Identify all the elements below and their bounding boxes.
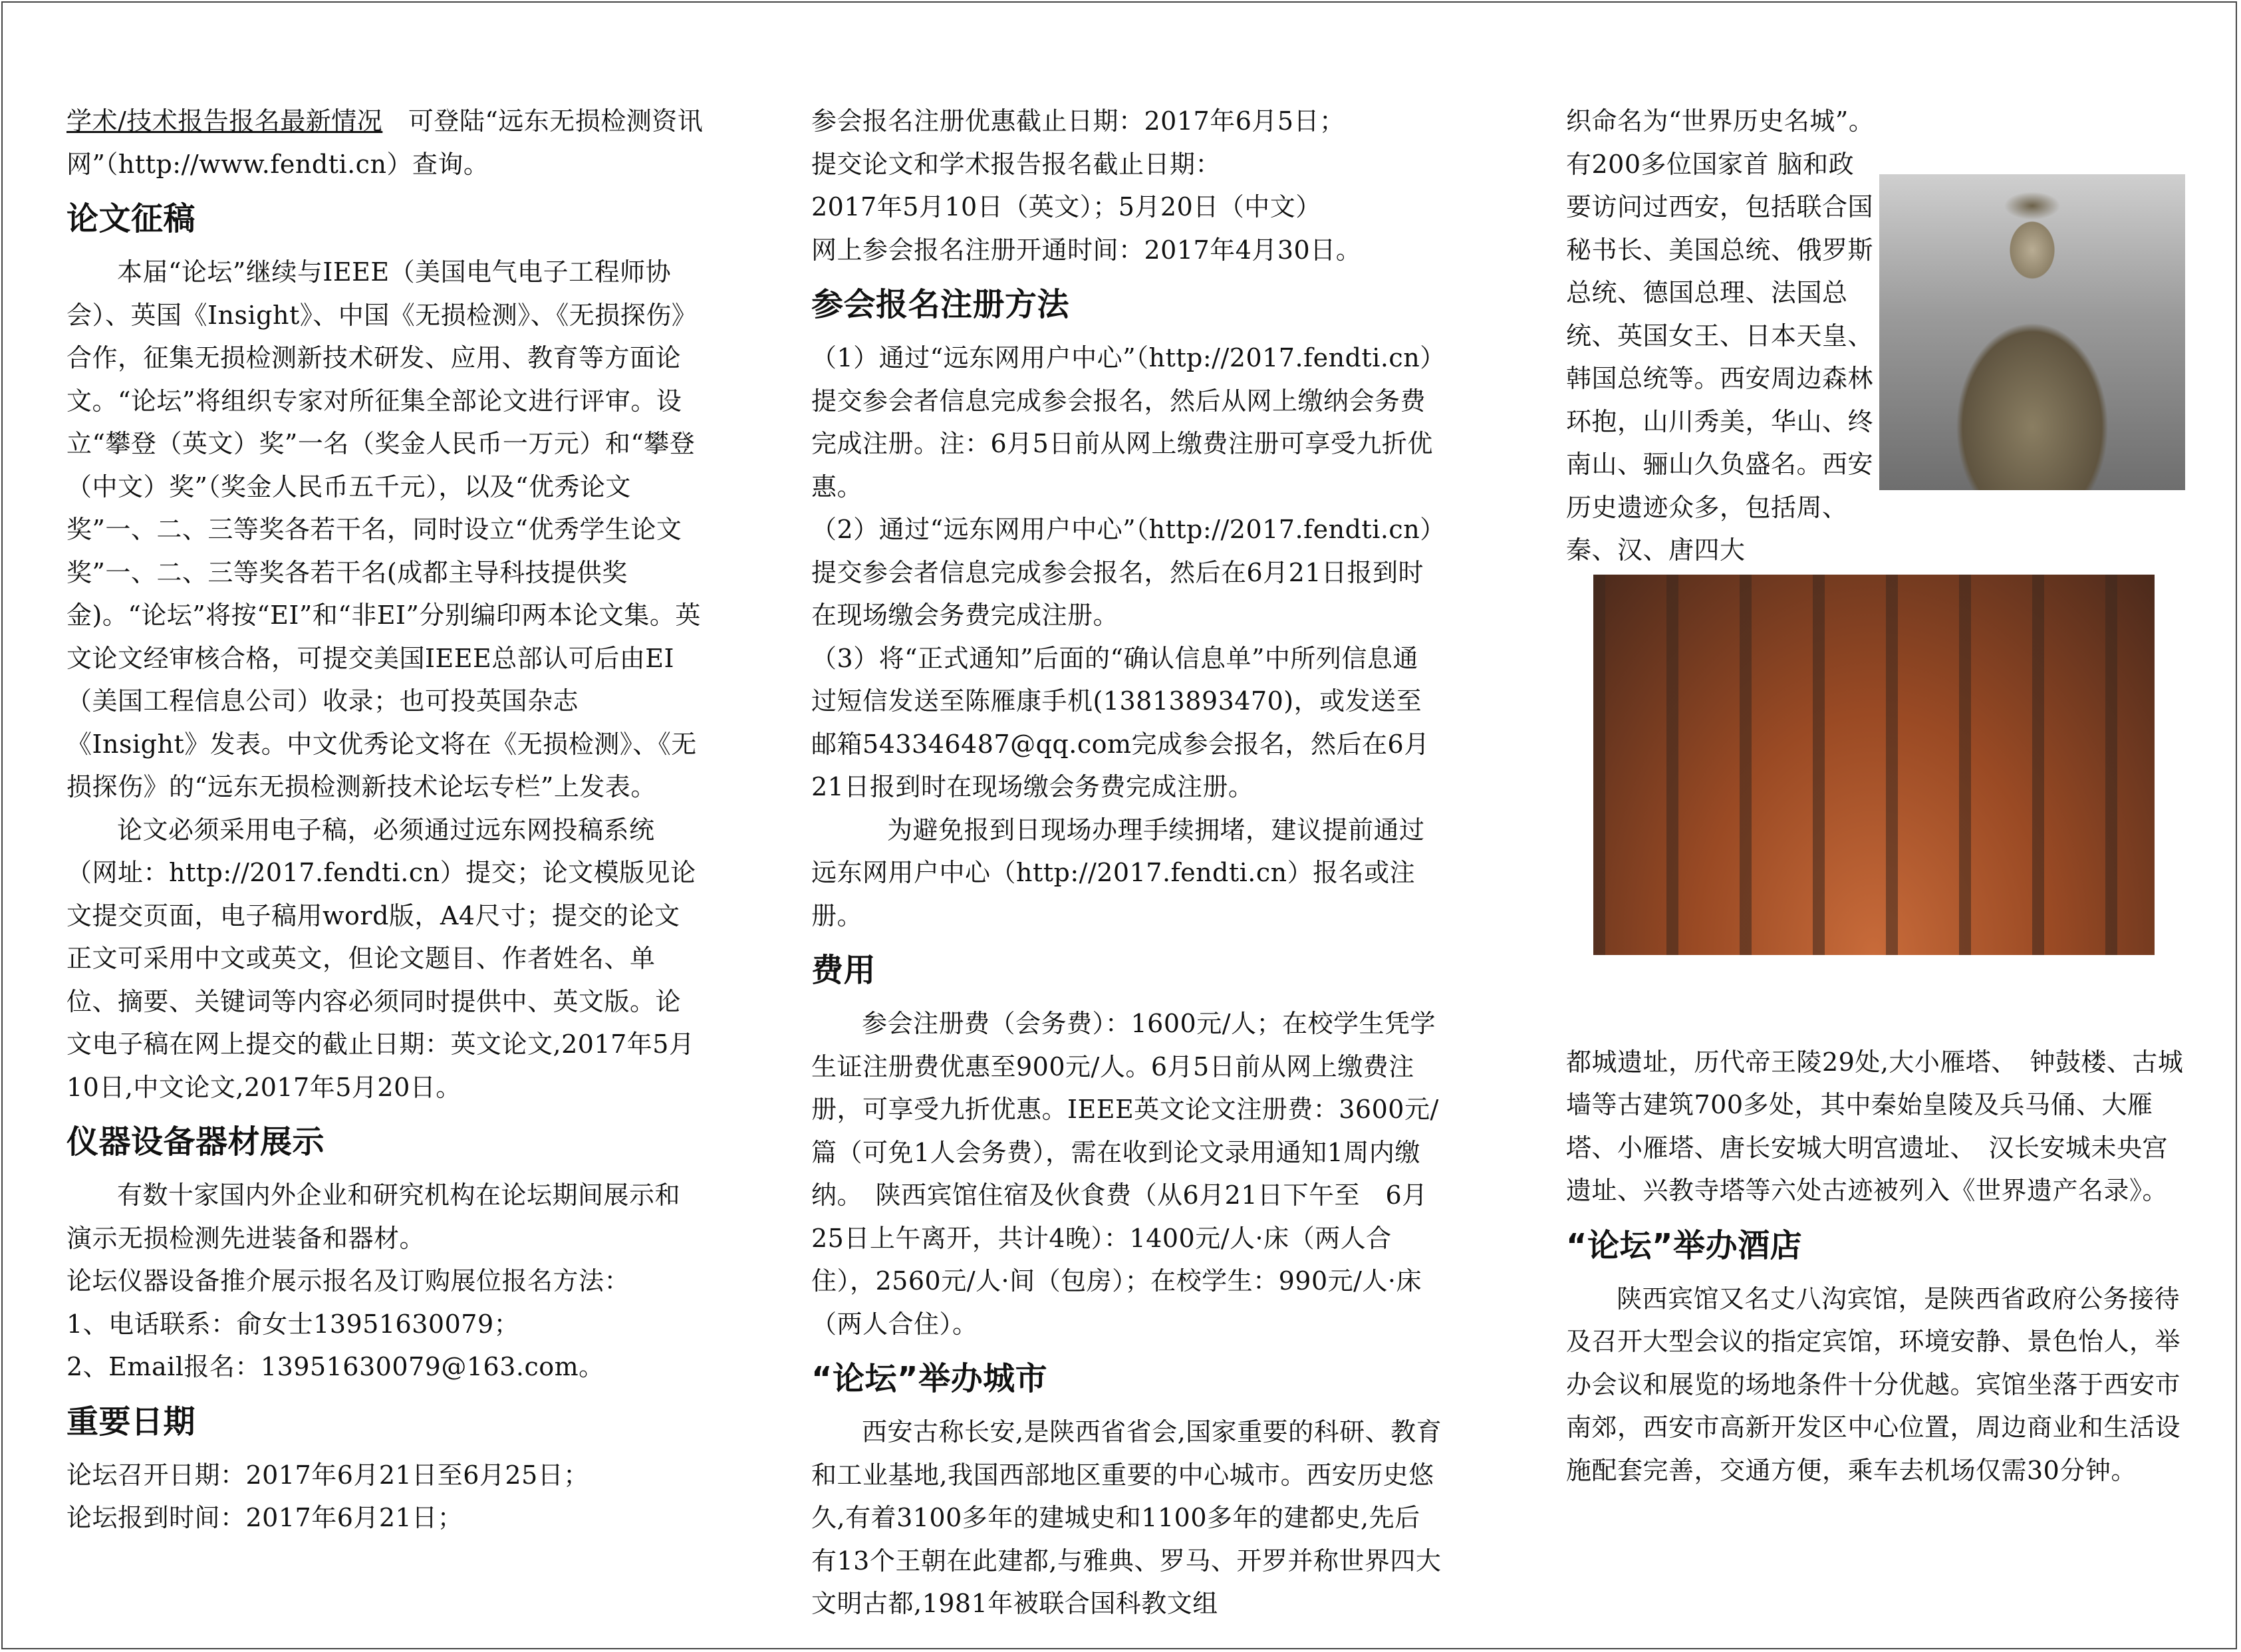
registration-step-3: （3）将“正式通知”后面的“确认信息单”中所列信息通过短信发送至陈雁康手机(13813893470)，或发送至邮箱543346487@qq.com完成参会报名，然后在6月21日报到时在现场缴会务费完成注册。 <box>811 643 1430 801</box>
papers-paragraph-1: 本届“论坛”继续与IEEE（美国电气电子工程师协会）、英国《Insight》、中国《无损检测》、《无损探伤》合作，征集无损检测新技术研发、应用、教育等方面论文。“论坛”将组织专家对所征集全部论文进行评审。设立“攀登（英文）奖”一名（奖金人民币一万元）和“攀登（中文）奖”（奖金人民币五千元），以及“优秀论文奖”一、二、三等奖各若干名，同时设立“优秀学生论文奖”一、二、三等奖各若干名(成都主导科技提供奖金)。“论坛”将按“EI”和“非EI”分别编印两本论文集。英文论文经审核合格，可提交美国IEEE总部认可后由EI（美国工程信息公司）收录；也可投英国杂志《Insight》发表。中文优秀论文将在《无损检测》、《无损探伤》的“远东无损检测新技术论坛专栏”上发表。 <box>66 257 701 801</box>
section-title-papers: 论文征稿 <box>66 200 196 237</box>
city-continued-3: 都城遗址，历代帝王陵29处,大小雁塔、 钟鼓楼、古城墙等古建筑700多处，其中秦始皇陵及兵马俑、大雁塔、小雁塔、唐长安城大明宫遗址、 汉长安城未央宫遗址、兴教寺塔等六处古迹被列入《世界遗产名录》。 <box>1566 1047 2184 1205</box>
section-title-city: “论坛”举办城市 <box>811 1360 1048 1397</box>
section-title-exhibition: 仪器设备器材展示 <box>66 1123 325 1161</box>
exhibition-phone: 1、电话联系：俞女士13951630079； <box>66 1309 520 1339</box>
column-middle <box>811 100 1443 1625</box>
registration-status-link[interactable]: 学术/技术报告报名最新情况 <box>66 106 383 136</box>
intro-paragraph <box>66 100 705 186</box>
city-continued-2: 有200多位国家首 脑和政要访问过西安，包括联合国秘书长、美国总统、俄罗斯总统、德国总理、法国总统、英国女王、日本天皇、韩国总统等。西安周边森林环抱，山川秀美，华山、终南山、骊山久负盛名。西安历史遗迹众多，包括周、秦、汉、唐四大 <box>1566 149 1874 565</box>
section-title-dates: 重要日期 <box>66 1403 196 1441</box>
papers-paragraph-2: 论文必须采用电子稿，必须通过远东网投稿系统（网址：http://2017.fendti.cn）提交；论文模版见论文提交页面，电子稿用word版，A4尺寸；提交的论文正文可采用中文或英文，但论文题目、作者姓名、单位、摘要、关键词等内容必须同时提供中、英文版。论文电子稿在网上提交的截止日期：英文论文,2017年5月10日,中文论文,2017年5月20日。 <box>66 815 696 1102</box>
section-title-hotel: “论坛”举办酒店 <box>1566 1226 1803 1264</box>
column-left <box>66 100 705 1540</box>
date-forum: 论坛召开日期：2017年6月21日至6月25日； <box>66 1460 589 1490</box>
date-early-deadline: 参会报名注册优惠截止日期：2017年6月5日； <box>811 106 1345 136</box>
intro-text: 可登陆“远东无损检测资讯网”（http://www.fendti.cn）查询。 <box>66 106 704 179</box>
terracotta-warrior-photo <box>1879 174 2185 490</box>
city-continued-1: 织命名为“世界历史名城”。 <box>1566 106 1875 136</box>
date-online-open: 网上参会报名注册开通时间：2017年4月30日。 <box>811 235 1362 265</box>
fees-paragraph: 参会注册费（会务费）：1600元/人；在校学生凭学生证注册费优惠至900元/人。6月5日前从网上缴费注册，可享受九折优惠。IEEE英文论文注册费：3600元/篇（可免1人会务费），需在收到论文录用通知1周内缴纳。 陕西宾馆住宿及伙食费（从6月21日下午至 6月25日上午离开，共计4晚）：1400元/人·床（两人合住），2560元/人·间（包房）；在校学生：990元/人·床（两人合住）。 <box>811 1009 1439 1339</box>
hotel-paragraph: 陕西宾馆又名丈八沟宾馆，是陕西省政府公务接待及召开大型会议的指定宾馆，环境安静、景色怡人，举办会议和展览的场地条件十分优越。宾馆坐落于西安市南郊，西安市高新开发区中心位置，周边商业和生活设施配套完善，交通方便，乘车去机场仅需30分钟。 <box>1566 1284 2181 1485</box>
date-paper-deadline: 2017年5月10日（英文）；5月20日（中文） <box>811 192 1321 221</box>
date-checkin: 论坛报到时间：2017年6月21日； <box>66 1503 463 1532</box>
section-title-fees: 费用 <box>811 952 876 989</box>
city-paragraph: 西安古称长安,是陕西省省会,国家重要的科研、教育和工业基地,我国西部地区重要的中心城市。西安历史悠久,有着3100多年的建城史和1100多年的建都史,先后有13个王朝在此建都,与雅典、罗马、开罗并称世界四大文明古都,1981年被联合国科教文组 <box>811 1417 1442 1618</box>
exhibition-email: 2、Email报名：13951630079@163.com。 <box>66 1352 604 1381</box>
exhibition-method: 论坛仪器设备推介展示报名及订购展位报名方法： <box>66 1266 630 1296</box>
section-title-registration: 参会报名注册方法 <box>811 286 1070 323</box>
terracotta-army-pits-photo <box>1593 575 2155 955</box>
registration-note: 为避免报到日现场办理手续拥堵，建议提前通过远东网用户中心（http://2017.fendti.cn）报名或注册。 <box>811 815 1425 930</box>
exhibition-paragraph: 有数十家国内外企业和研究机构在论坛期间展示和演示无损检测先进装备和器材。 <box>66 1180 681 1253</box>
registration-step-2: （2）通过“远东网用户中心”（http://2017.fendti.cn）提交参会者信息完成参会报名，然后在6月21日报到时在现场缴会务费完成注册。 <box>811 515 1433 630</box>
date-paper-deadline-label: 提交论文和学术报告报名截止日期： <box>811 149 1222 179</box>
registration-step-1: （1）通过“远东网用户中心”（http://2017.fendti.cn）提交参会者信息完成参会报名，然后从网上缴纳会务费完成注册。注：6月5日前从网上缴费注册可享受九折优惠。 <box>811 343 1433 501</box>
